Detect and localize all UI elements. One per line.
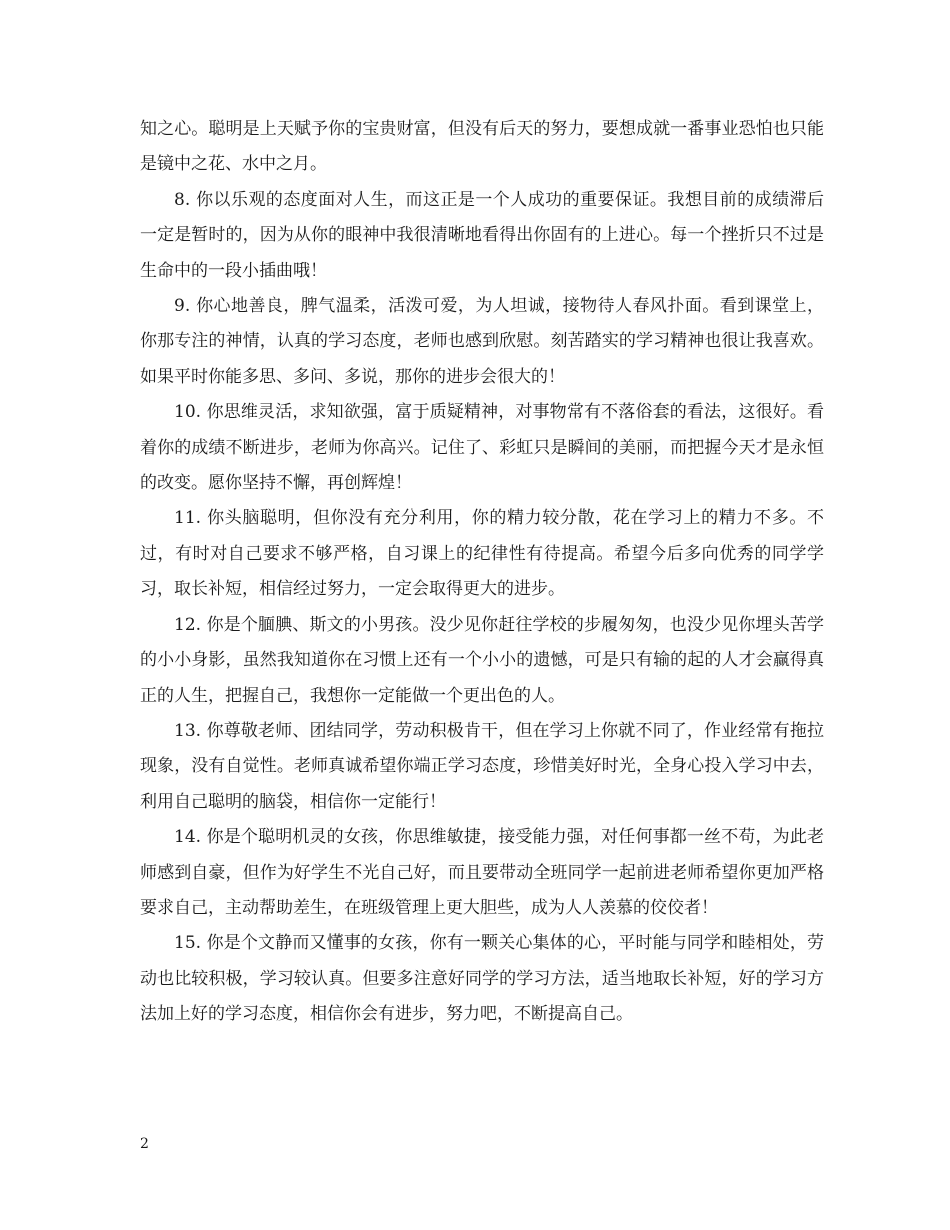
comment-paragraph-10: 10. 你思维灵活，求知欲强，富于质疑精神，对事物常有不落俗套的看法，这很好。看着你的成绩不断进步，老师为你高兴。记住了、彩虹只是瞬间的美丽，而把握今天才是永恒的改变。愿你坚持不懈，再创辉煌！	[140, 402, 824, 494]
paragraph-continuation: 知之心。聪明是上天赋予你的宝贵财富，但没有后天的努力，要想成就一番事业恐怕也只能是镜中之花、水中之月。	[140, 119, 824, 175]
comment-paragraph-12: 12. 你是个腼腆、斯文的小男孩。没少见你赶往学校的步履匆匆，也没少见你埋头苦学的小小身影，虽然我知道你在习惯上还有一个小小的遗憾，可是只有输的起的人才会赢得真正的人生，把握自己，我想你一定能做一个更出色的人。	[140, 614, 824, 706]
comment-paragraph-11: 11. 你头脑聪明，但你没有充分利用，你的精力较分散，花在学习上的精力不多。不过，有时对自己要求不够严格，自习课上的纪律性有待提高。希望今后多向优秀的同学学习，取长补短，相信经过努力，一定会取得更大的进步。	[140, 508, 824, 600]
comment-paragraph-15: 15. 你是个文静而又懂事的女孩，你有一颗关心集体的心，平时能与同学和睦相处，劳动也比较积极，学习较认真。但要多注意好同学的学习方法，适当地取长补短，好的学习方法加上好的学习态度，相信你会有进步，努力吧，不断提高自己。	[140, 933, 824, 1025]
comment-paragraph-9: 9. 你心地善良，脾气温柔，活泼可爱，为人坦诚，接物待人春风扑面。看到课堂上，你那专注的神情，认真的学习态度，老师也感到欣慰。刻苦踏实的学习精神也很让我喜欢。如果平时你能多思、多问、多说，那你的进步会很大的！	[140, 296, 824, 387]
comment-paragraph-14: 14. 你是个聪明机灵的女孩，你思维敏捷，接受能力强，对任何事都一丝不苟，为此老师感到自豪，但作为好学生不光自己好，而且要带动全班同学一起前进老师希望你更加严格要求自己，主动帮助差生，在班级管理上更大胆些，成为人人羡慕的佼佼者！	[140, 827, 824, 918]
comment-paragraph-8: 8. 你以乐观的态度面对人生，而这正是一个人成功的重要保证。我想目前的成绩滞后一定是暂时的，因为从你的眼神中我很清晰地看得出你固有的上进心。每一个挫折只不过是生命中的一段小插曲哦！	[140, 189, 824, 281]
comment-paragraph-13: 13. 你尊敬老师、团结同学，劳动积极肯干，但在学习上你就不同了，作业经常有拖拉现象，没有自觉性。老师真诚希望你端正学习态度，珍惜美好时光，全身心投入学习中去，利用自己聪明的脑袋，相信你一定能行！	[140, 720, 824, 812]
document-body	[140, 112, 824, 1033]
page-number: 2	[140, 1136, 149, 1152]
